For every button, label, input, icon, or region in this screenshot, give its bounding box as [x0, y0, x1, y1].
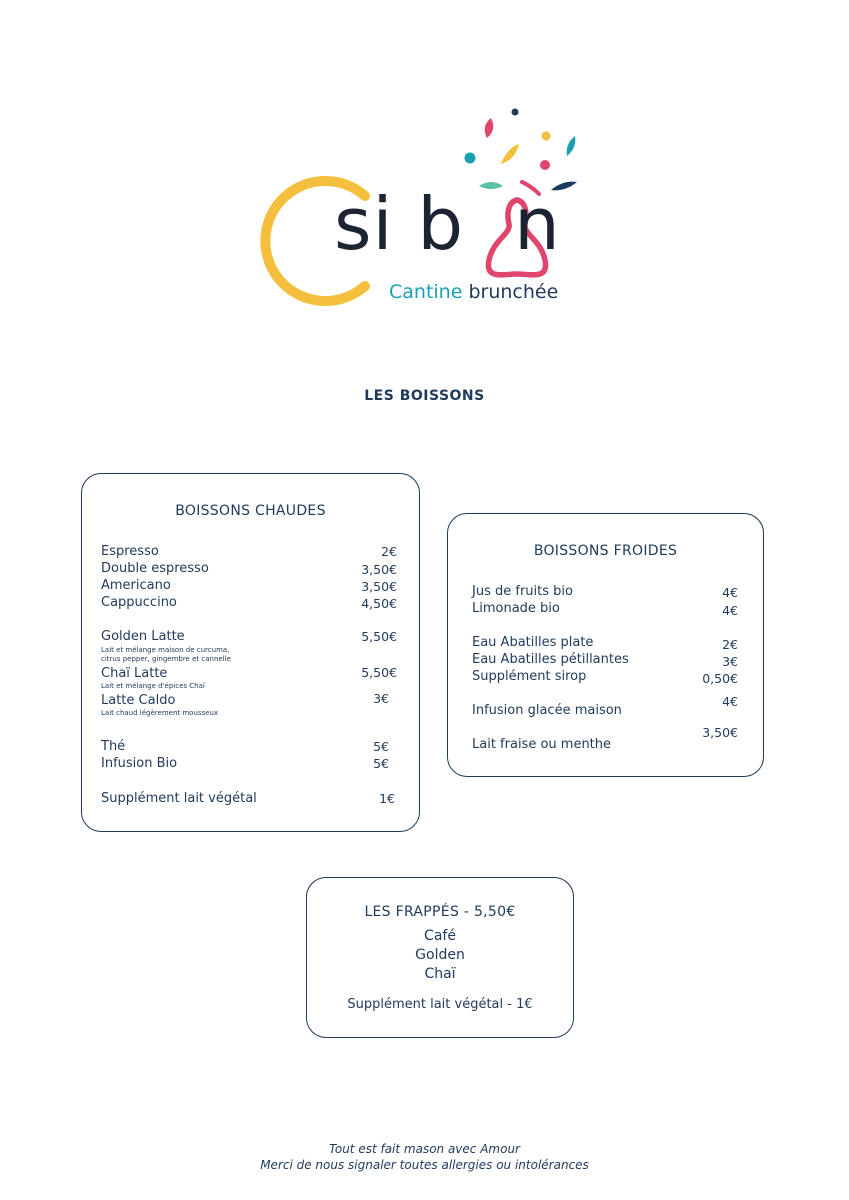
brand-name-part2: n — [514, 182, 561, 266]
page-title: LES BOISSONS — [364, 388, 485, 404]
footer-line-1: Tout est fait mason avec Amour — [329, 1142, 520, 1156]
menu-item-name: Eau Abatilles plate — [472, 635, 594, 650]
menu-item-price: 2€ — [381, 544, 397, 559]
menu-item-name: Thé — [101, 739, 126, 754]
menu-item-note: Lait et mélange d'épices Chaï — [101, 682, 205, 690]
menu-item-note: Lait et mélange maison de curcuma, — [101, 646, 230, 654]
menu-item-name: Double espresso — [101, 561, 209, 576]
menu-item-price: 0,50€ — [702, 671, 738, 686]
tagline-cantine: Cantine — [389, 281, 463, 303]
menu-item-price: 5€ — [373, 756, 389, 771]
tagline-brunchee: brunchée — [468, 281, 559, 303]
menu-item-price: 3,50€ — [361, 579, 397, 594]
menu-item-name: Espresso — [101, 544, 159, 559]
cold-drinks-title: BOISSONS FROIDES — [533, 543, 678, 559]
menu-item-price: 5,50€ — [361, 665, 397, 680]
menu-item-price: 2€ — [722, 637, 738, 652]
menu-item-name: Supplément sirop — [472, 669, 587, 684]
menu-item-name: Infusion Bio — [101, 756, 178, 771]
menu-item-name: Golden Latte — [101, 629, 185, 644]
menu-item-note: Lait chaud légèrement mousseux — [101, 709, 219, 717]
menu-item-name: Limonade bio — [472, 601, 560, 616]
menu-item-name: Jus de fruits bio — [472, 584, 573, 599]
brand-name-part1: si b — [334, 182, 465, 266]
menu-item-price: 3€ — [373, 691, 389, 706]
footer-line-2: Merci de nous signaler toutes allergies ou intolérances — [260, 1158, 589, 1172]
frappe-supplement: Supplément lait végétal - 1€ — [347, 997, 533, 1012]
menu-item-name: Supplément lait végétal — [101, 791, 257, 806]
cold-drinks-card — [447, 513, 764, 777]
menu-item-price: 5€ — [373, 739, 389, 754]
frappes-title: LES FRAPPÉS - 5,50€ — [364, 904, 516, 920]
menu-item-name: Americano — [101, 578, 171, 593]
menu-item-name: Lait fraise ou menthe — [472, 737, 612, 752]
menu-item-price: 5,50€ — [361, 629, 397, 644]
menu-item-price: 4,50€ — [361, 596, 397, 611]
menu-item-price: 3,50€ — [702, 725, 738, 740]
brand-logo — [255, 100, 600, 315]
frappe-item: Café — [424, 928, 456, 944]
frappe-item: Golden — [415, 947, 465, 963]
hot-drinks-card — [81, 473, 420, 832]
hot-drinks-title: BOISSONS CHAUDES — [175, 503, 326, 519]
frappe-item: Chaï — [424, 966, 456, 982]
menu-item-price: 4€ — [722, 585, 738, 600]
menu-item-name: Eau Abatilles pétillantes — [472, 652, 629, 667]
menu-item-name: Infusion glacée maison — [472, 703, 622, 718]
menu-item-price: 1€ — [379, 791, 395, 806]
brand-name — [334, 182, 561, 266]
menu-item-price: 4€ — [722, 694, 738, 709]
menu-item-price: 4€ — [722, 603, 738, 618]
frappes-card — [306, 877, 574, 1038]
menu-item-name: Chaï Latte — [101, 666, 168, 681]
menu-item-name: Cappuccino — [101, 595, 177, 610]
menu-item-name: Latte Caldo — [101, 693, 176, 708]
brand-tagline — [389, 283, 558, 302]
menu-item-note: citrus pepper, gingembre et cannelle — [101, 655, 231, 663]
menu-item-price: 3€ — [722, 654, 738, 669]
menu-item-price: 3,50€ — [361, 562, 397, 577]
